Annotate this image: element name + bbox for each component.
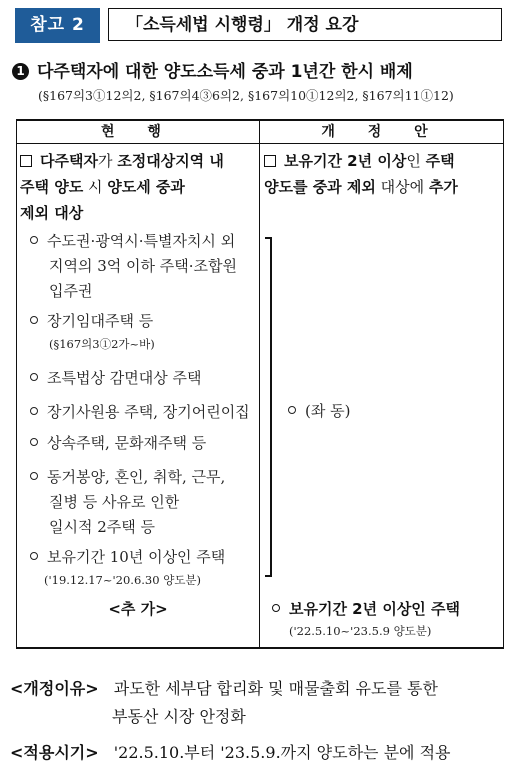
list-item: 동거봉양, 혼인, 취학, 근무, 질병 등 사유로 인한 일시적 2주택 등 (30, 465, 258, 540)
column-header-proposed: 개 정 안 (321, 124, 442, 140)
checkbox-square-icon (20, 155, 32, 167)
section-number: 1 (12, 63, 29, 80)
document-title: 「소득세법 시행령」 개정 요강 (108, 8, 502, 41)
circle-bullet-icon (30, 373, 38, 381)
bracket-line (265, 237, 272, 577)
circle-bullet-icon (30, 438, 38, 446)
list-item: 장기임대주택 등 (§167의3①2가~바) (30, 309, 258, 354)
reason-text-line2: 부동산 시장 안정화 (112, 707, 246, 726)
effective-date (10, 740, 450, 766)
header-divider (16, 143, 504, 144)
section-heading (12, 57, 413, 82)
section-title: 다주택자에 대한 양도소득세 중과 1년간 한시 배제 (37, 62, 413, 82)
list-item: 상속주택, 문화재주택 등 (30, 431, 258, 456)
current-lead-text: 다주택자가 조정대상지역 내 주택 양도 시 양도세 중과 제외 대상 (20, 152, 224, 222)
list-item: 보유기간 10년 이상인 주택 ('19.12.17~'20.6.30 양도분) (30, 545, 258, 590)
proposed-lead-text: 보유기간 2년 이상인 주택 양도를 중과 제외 대상에 추가 (264, 152, 458, 196)
circle-bullet-icon (272, 604, 280, 612)
circle-bullet-icon (288, 406, 296, 414)
reference-tag: 참고 2 (15, 8, 100, 43)
reason-label: <개정이유> (10, 679, 99, 698)
section-references: (§167의3①12의2, §167의4③6의2, §167의10①12의2, §167의11①12) (38, 88, 454, 103)
circle-bullet-icon (30, 472, 38, 480)
revision-reason (10, 676, 438, 702)
list-item: 수도권·광역시·특별자치시 외 지역의 3억 이하 주택·조합원 입주권 (30, 229, 258, 304)
effective-label: <적용시기> (10, 743, 99, 762)
proposed-new-item: 보유기간 2년 이상인 주택 ('22.5.10~'23.5.9 양도분) (272, 598, 502, 639)
circle-bullet-icon (30, 552, 38, 560)
current-add-label: <추 가> (108, 600, 168, 618)
proposed-same-item: (좌 동) (288, 399, 350, 424)
circle-bullet-icon (30, 407, 38, 415)
column-header-current: 현 행 (101, 124, 175, 140)
list-item: 조특법상 감면대상 주택 (30, 366, 258, 391)
reason-text-line1: 과도한 세부담 합리화 및 매물출회 유도를 통한 (113, 679, 438, 698)
circle-bullet-icon (30, 316, 38, 324)
checkbox-square-icon (264, 155, 276, 167)
list-item: 장기사원용 주택, 장기어린이집 (30, 400, 258, 425)
effective-text: '22.5.10.부터 '23.5.9.까지 양도하는 분에 적용 (113, 743, 451, 762)
column-divider (259, 119, 260, 649)
circle-bullet-icon (30, 236, 38, 244)
